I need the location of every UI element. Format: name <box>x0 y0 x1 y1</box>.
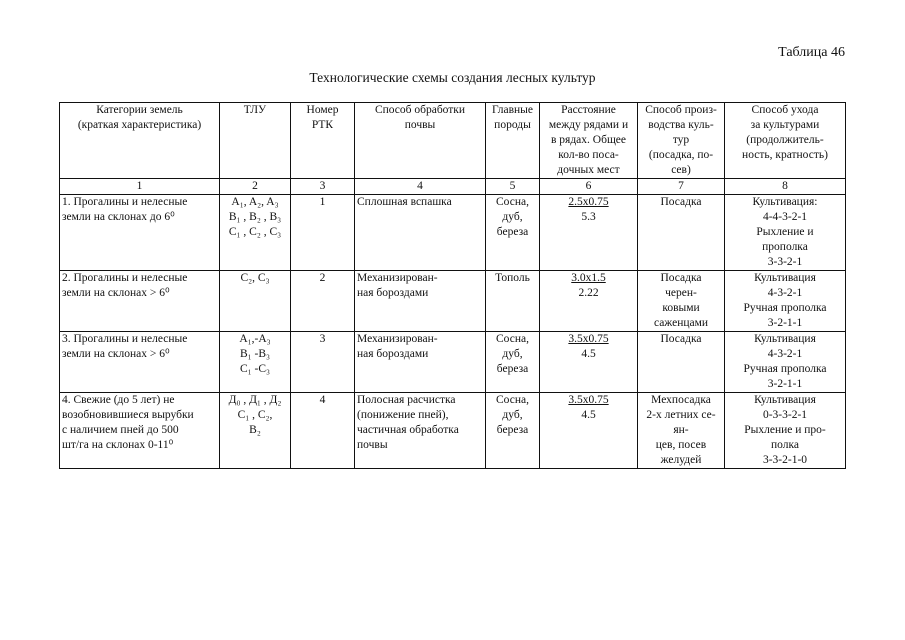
tlu-cell <box>220 332 291 393</box>
cell-line: 3-2-1-1 <box>767 378 803 390</box>
cell-line: Способ ухода <box>751 104 819 116</box>
column-number: 4 <box>355 179 486 195</box>
cell-line: возобновившиеся вырубки <box>62 409 194 421</box>
table-title: Технологические схемы создания лесных культур <box>309 70 596 85</box>
cell-line: земли на склонах до 6⁰ <box>62 211 175 223</box>
category-cell <box>60 332 220 393</box>
row-spacing: 3.5х0.75 <box>568 394 609 406</box>
cell-line: Способ обработки <box>374 104 466 116</box>
cell-line: ная бороздами <box>357 348 429 360</box>
cell-line: почвы <box>357 439 388 451</box>
column-number-row <box>60 179 846 195</box>
row-spacing: 3.5х0.75 <box>568 333 609 345</box>
cell-line: полка <box>770 439 799 451</box>
cell-line: черен- <box>665 287 697 299</box>
cell-line: Д₀ , Д₁ , Д₂ <box>228 394 282 406</box>
soil-treatment-cell <box>355 271 486 332</box>
cell-line: желудей <box>660 454 702 466</box>
cell-line: ность, кратность) <box>742 149 828 161</box>
column-number: 1 <box>60 179 220 195</box>
cell-line: 2-х летних се- <box>646 409 716 421</box>
cell-line: породы <box>494 119 531 131</box>
table-row <box>60 393 846 469</box>
cell-line: цев, посев <box>655 439 707 451</box>
cell-line: 0-3-3-2-1 <box>762 409 808 421</box>
cell-line: Рыхление и про- <box>744 424 826 436</box>
cell-line: Номер <box>306 104 339 116</box>
column-number: 8 <box>725 179 846 195</box>
cell-line: Расстояние <box>561 104 616 116</box>
production-method-cell <box>638 195 725 271</box>
cell-line: Культивация <box>754 333 816 345</box>
header-rtk <box>291 103 355 179</box>
cell-line: (продолжитель- <box>746 134 824 146</box>
species-cell <box>486 195 540 271</box>
column-number: 3 <box>291 179 355 195</box>
care-method-cell <box>725 393 846 469</box>
cell-line: ТЛУ <box>243 104 267 116</box>
cell-line: между рядами и <box>548 119 629 131</box>
planting-count: 5.3 <box>581 211 596 223</box>
cell-line: саженцами <box>653 317 709 329</box>
cell-line: береза <box>496 424 529 436</box>
cell-line: Сосна, <box>496 394 529 406</box>
cell-line: 3-2-1-1 <box>767 317 803 329</box>
row-spacing: 2.5х0.75 <box>568 196 609 208</box>
cell-line: Сосна, <box>496 196 529 208</box>
table-row <box>60 271 846 332</box>
column-number: 7 <box>638 179 725 195</box>
cell-line: шт/га на склонах 0-11⁰ <box>62 439 174 451</box>
cell-line: A₁, A₂, A₃ <box>231 196 279 208</box>
cell-line: тур <box>672 134 690 146</box>
cell-line: с наличием пней до 500 <box>62 424 179 436</box>
care-method-cell <box>725 195 846 271</box>
cell-line: ян- <box>673 424 689 436</box>
column-number: 5 <box>486 179 540 195</box>
cell-line: дочных мест <box>557 164 620 176</box>
cell-line: прополка <box>762 241 808 253</box>
cell-line: B₂ <box>249 424 261 436</box>
cell-line: Посадка <box>660 272 702 284</box>
soil-treatment-cell <box>355 332 486 393</box>
cell-line: 3-3-2-1-0 <box>762 454 808 466</box>
cell-line: Ручная прополка <box>743 302 827 314</box>
production-method-cell <box>638 332 725 393</box>
header-category <box>60 103 220 179</box>
cell-line: C₂, C₃ <box>240 272 270 284</box>
cell-line: земли на склонах > 6⁰ <box>62 287 170 299</box>
cell-line: ная бороздами <box>357 287 429 299</box>
cell-line: (посадка, по- <box>648 149 714 161</box>
soil-treatment-cell <box>355 195 486 271</box>
cell-line: 4. Свежие (до 5 лет) не <box>62 394 175 406</box>
cell-line: дуб, <box>502 211 523 223</box>
row-spacing: 3.0х1.5 <box>571 272 606 284</box>
tlu-cell <box>220 393 291 469</box>
cell-line: почвы <box>404 119 436 131</box>
cell-line: дуб, <box>502 348 523 360</box>
production-method-cell <box>638 393 725 469</box>
cell-line: Ручная прополка <box>743 363 827 375</box>
spacing-cell <box>540 393 638 469</box>
spacing-cell <box>540 332 638 393</box>
spacing-cell <box>540 195 638 271</box>
cell-line: B₁ -B₃ <box>239 348 271 360</box>
planting-count: 2.22 <box>578 287 599 299</box>
cell-line: РТК <box>311 119 334 131</box>
cell-line: 2. Прогалины и нелесные <box>62 272 188 284</box>
cell-line: за культурами <box>750 119 820 131</box>
cell-line: береза <box>496 363 529 375</box>
cell-line: Рыхление и <box>756 226 814 238</box>
header-production-method <box>638 103 725 179</box>
cell-line: Способ произ- <box>645 104 717 116</box>
header-row <box>60 103 846 179</box>
cell-line: (понижение пней), <box>357 409 449 421</box>
planting-count: 4.5 <box>581 409 596 421</box>
rtk-cell: 2 <box>291 271 355 332</box>
planting-count: 4.5 <box>581 348 596 360</box>
cell-line: Посадка <box>660 196 702 208</box>
cell-line: Сосна, <box>496 333 529 345</box>
cell-line: Полосная расчистка <box>357 394 456 406</box>
cell-line: Механизирован- <box>357 333 438 345</box>
table-row <box>60 195 846 271</box>
species-cell <box>486 271 540 332</box>
cell-line: земли на склонах > 6⁰ <box>62 348 170 360</box>
cell-line: Категории земель <box>96 104 183 116</box>
cell-line: Сплошная вспашка <box>357 196 452 208</box>
cell-line: (краткая характеристика) <box>77 119 202 131</box>
category-cell <box>60 271 220 332</box>
cell-line: дуб, <box>502 409 523 421</box>
cell-line: береза <box>496 226 529 238</box>
production-method-cell <box>638 271 725 332</box>
cell-line: ковыми <box>662 302 700 314</box>
cell-line: 4-3-2-1 <box>767 287 803 299</box>
category-cell <box>60 393 220 469</box>
rtk-cell: 4 <box>291 393 355 469</box>
tlu-cell <box>220 195 291 271</box>
cell-line: Культивация <box>754 394 816 406</box>
cell-line: Посадка <box>660 333 702 345</box>
species-cell <box>486 332 540 393</box>
cell-line: Главные <box>491 104 534 116</box>
cell-line: Культивация: <box>752 196 818 208</box>
care-method-cell <box>725 271 846 332</box>
header-main-species <box>486 103 540 179</box>
soil-treatment-cell <box>355 393 486 469</box>
cell-line: 3. Прогалины и нелесные <box>62 333 188 345</box>
cell-line: 3-3-2-1 <box>767 256 803 268</box>
cell-line: частичная обработка <box>357 424 459 436</box>
rtk-cell: 1 <box>291 195 355 271</box>
cell-line: 4-3-2-1 <box>767 348 803 360</box>
cell-line: C₁ -C₃ <box>239 363 271 375</box>
header-care-method <box>725 103 846 179</box>
tlu-cell <box>220 271 291 332</box>
header-spacing <box>540 103 638 179</box>
table-row <box>60 332 846 393</box>
cell-line: C₁ , C₂, <box>237 409 273 421</box>
cell-line: Мехпосадка <box>651 394 711 406</box>
table-number-label: Таблица 46 <box>778 45 845 60</box>
cell-line: A₁,-A₃ <box>239 333 271 345</box>
species-cell <box>486 393 540 469</box>
cell-line: кол-во поса- <box>558 149 619 161</box>
cell-line: Механизирован- <box>357 272 438 284</box>
header-tlu <box>220 103 291 179</box>
cell-line: сев) <box>671 164 691 176</box>
cell-line: 4-4-3-2-1 <box>762 211 808 223</box>
cell-line: водства куль- <box>648 119 714 131</box>
column-number: 6 <box>540 179 638 195</box>
spacing-cell <box>540 271 638 332</box>
care-method-cell <box>725 332 846 393</box>
cell-line: B₁ , B₂ , B₃ <box>228 211 282 223</box>
cell-line: C₁ , C₂ , C₃ <box>228 226 282 238</box>
forest-culture-table <box>59 102 846 469</box>
header-soil-treatment <box>355 103 486 179</box>
column-number: 2 <box>220 179 291 195</box>
cell-line: в рядах. Общее <box>550 134 627 146</box>
rtk-cell: 3 <box>291 332 355 393</box>
cell-line: Тополь <box>495 272 530 284</box>
cell-line: Культивация <box>754 272 816 284</box>
category-cell <box>60 195 220 271</box>
cell-line: 1. Прогалины и нелесные <box>62 196 188 208</box>
